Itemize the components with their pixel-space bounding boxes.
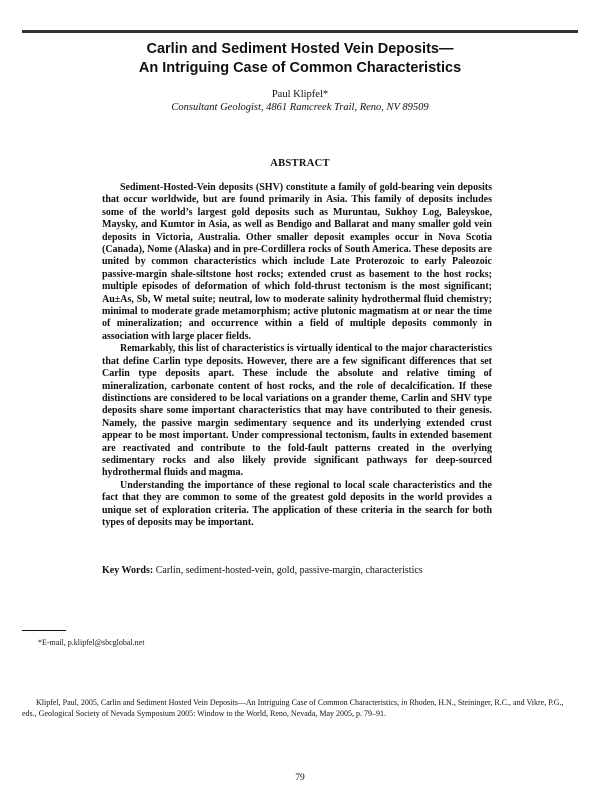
footnote-email: *E-mail, p.klipfel@sbcglobal.net [38,638,145,647]
keywords-label: Key Words: [102,565,154,576]
citation-main: Klipfel, Paul, 2005, Carlin and Sediment Hosted Vein Deposits—An Intriguing Case of Common Characteristics, [36,698,402,707]
citation-rest: Rhoden, H.N., Steininger, R.C., and Vikre, P.G., eds., Geological Society of Nevada Symposium 2005: Window to the World, Reno, Nevada, May 2005, p. 79–91. [22,698,564,718]
title-line-2: An Intriguing Case of Common Characteristics [138,60,462,76]
paper-title [0,40,600,78]
abstract-paragraph: Understanding the importance of these regional to local scale characteristics and the fact that they are common to some of the greatest gold deposits in the world provides a unique set of exploration criteria. The application of these criteria in the search for both types of deposits may be important. [102,479,492,528]
abstract-body [102,182,492,529]
keywords-text: Carlin, sediment-hosted-vein, gold, passive-margin, characteristics [153,565,423,576]
footnote-rule [22,630,66,631]
author-affiliation: Consultant Geologist, 4861 Ramcreek Trail, Reno, NV 89509 [171,102,429,113]
abstract-paragraph: Sediment-Hosted-Vein deposits (SHV) constitute a family of gold-bearing vein deposits that occur worldwide, but are found primarily in Asia. This family of deposits includes some of the world’s largest gold deposits such as Muruntau, Sukhoy Log, Baleyskoe, Maysky, and Kumtor in Asia, as well as Bendigo and Ballarat and many smaller gold vein deposits in Victoria, Australia. Other smaller deposit examples occur in Nova Scotia (Canada), Nome (Alaska) and in pre-Cordillera rocks of South America. These deposits are united by common characteristics which include Late Proterozoic to early Paleozoic passive-margin shale-siltstone host rocks; extended crust as basement to the host rocks; multiple episodes of deformation of which fold-thrust tectonism is the most significant; Au±As, Sb, W metal suite; neutral, low to moderate salinity hydrothermal fluid chemistry; minimal to moderate grade metamorphism; active plutonic magmatism at or near the time of mineralization; and occurrence within a field of multiple deposits commonly in association with large placer fields. [102,182,492,342]
abstract-heading: ABSTRACT [270,158,330,169]
author-name: Paul Klipfel* [271,89,329,100]
keywords [102,565,522,576]
abstract-paragraph: Remarkably, this list of characteristics is virtually identical to the major characteristics that define Carlin type deposits. However, there are a few significant differences that set Carlin type deposits apart. These include the absolute and relative timing of mineralization, carbonate content of host rocks, and the role of decalcification. If these distinctions are considered to be local variations on a grander theme, Carlin and SHV type deposits share some important characteristics that may have contributed to their genesis. Namely, the passive margin sedimentary sequence and its underlying extended crust appear to be most important. Under compressional tectonism, faults in extended basement are reactivated and contribute to the fold-fault patterns created in the overlying sedimentary rocks and also likely provide significant pathways for deep-sourced hydrothermal fluids and magma. [102,343,492,479]
header-rule [22,30,578,33]
title-line-1: Carlin and Sediment Hosted Vein Deposits— [146,41,454,57]
citation-in: in [401,698,408,707]
citation [22,697,578,719]
page-number: 79 [295,773,305,783]
